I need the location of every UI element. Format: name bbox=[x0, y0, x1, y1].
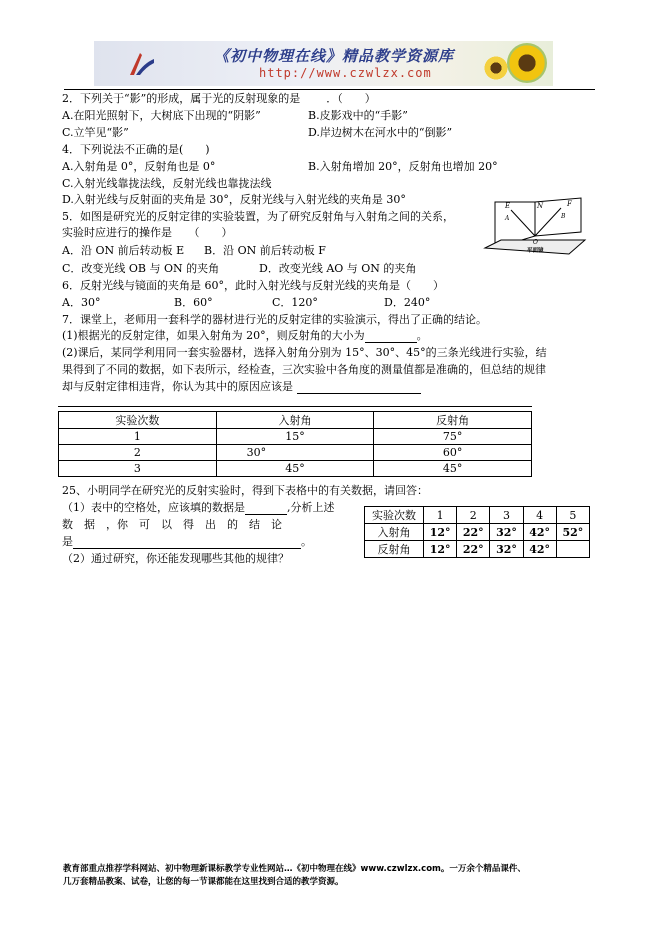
q6-option-a: A．30° bbox=[62, 296, 101, 309]
q25-part1-text-e: 。 bbox=[301, 535, 312, 548]
q4-option-d: D.入射光线与反射面的夹角是 30°，反射光线与入射光线的夹角是 30° bbox=[62, 193, 406, 206]
label-a: A bbox=[505, 215, 510, 222]
table-cell: 32° bbox=[490, 541, 523, 558]
footer-line-1: 教育部重点推荐学科网站、初中物理新课标教学专业性网站…《初中物理在线》www.czwlzx.com。一万余个精品课件、 bbox=[63, 864, 526, 874]
q2-stem bbox=[62, 92, 376, 106]
q25-part1-line3 bbox=[62, 535, 312, 549]
table-cell: 52° bbox=[556, 524, 589, 541]
label-b: B bbox=[561, 213, 566, 220]
q25-part1-text-a: （1）表中的空格处，应该填的数据是 bbox=[62, 501, 245, 514]
q5-stem-line1: 5．如图是研究光的反射定律的实验装置，为了研究反射角与入射角之间的关系， bbox=[62, 210, 454, 223]
page-footer bbox=[63, 863, 603, 889]
reflection-apparatus-figure bbox=[481, 196, 589, 258]
table-header-cell: 3 bbox=[490, 507, 523, 524]
table-header-cell: 反射角 bbox=[374, 412, 532, 429]
table-cell: 22° bbox=[457, 524, 490, 541]
table-header-cell: 2 bbox=[457, 507, 490, 524]
q6-option-d: D．240° bbox=[384, 296, 431, 309]
q25-part1-line2: 数 据 ，你 可 以 得 出 的 结 论 bbox=[62, 518, 282, 531]
table-cell: 12° bbox=[424, 524, 457, 541]
table-cell: 22° bbox=[457, 541, 490, 558]
q2-paren: ．（ ） bbox=[326, 92, 376, 105]
table-cell: 75° bbox=[374, 429, 532, 445]
q7-data-table bbox=[58, 411, 532, 477]
label-e: E bbox=[505, 202, 511, 210]
table-cell: 60° bbox=[374, 445, 532, 461]
q2-option-b: B.皮影戏中的“手影” bbox=[308, 109, 408, 122]
q7-intro: 7．课堂上，老师用一套科学的器材进行光的反射定律的实验演示，得出了正确的结论。 bbox=[62, 313, 487, 326]
table-row bbox=[365, 541, 590, 558]
table-cell: 2 bbox=[59, 445, 217, 461]
sunflower-icon bbox=[483, 55, 509, 81]
table-header-cell: 1 bbox=[424, 507, 457, 524]
q2-option-d: D.岸边树木在河水中的“倒影” bbox=[308, 126, 453, 139]
table-header-cell: 入射角 bbox=[216, 412, 374, 429]
table-header-cell: 实验次数 bbox=[59, 412, 217, 429]
site-logo-icon bbox=[126, 49, 156, 79]
table-row bbox=[59, 461, 532, 477]
q4-option-a: A.入射角是 0°，反射角也是 0° bbox=[62, 160, 216, 173]
banner-title: 《初中物理在线》精品教学资源库 bbox=[214, 47, 455, 65]
q4-stem: 4．下列说法不正确的是( ) bbox=[62, 143, 210, 156]
q25-part2: （2）通过研究，你还能发现哪些其他的规律？ bbox=[62, 552, 289, 565]
banner-url[interactable]: http://www.czwlzx.com bbox=[259, 66, 432, 80]
table-cell: 1 bbox=[59, 429, 217, 445]
table-cell: 3 bbox=[59, 461, 217, 477]
label-n: N bbox=[537, 202, 544, 210]
q25-stem: 25、小明同学在研究光的反射实验时，得到下表格中的有关数据，请回答： bbox=[62, 484, 428, 497]
table-row bbox=[365, 524, 590, 541]
q25-part1-line1 bbox=[62, 501, 335, 515]
q7-part1 bbox=[62, 329, 428, 343]
q7-part2-line2: 果得到了不同的数据，如下表所示，经检查，三次实验中各角度的测量值都是准确的，但总结的规律 bbox=[62, 363, 546, 376]
q7-part1-text: (1)根据光的反射定律，如果入射角为 20°，则反射角的大小为 bbox=[62, 329, 365, 342]
table-row-label: 入射角 bbox=[365, 524, 424, 541]
table-header-cell: 4 bbox=[523, 507, 556, 524]
q25-part1-text-b: ,分析上述 bbox=[287, 501, 335, 514]
table-cell: 42° bbox=[523, 541, 556, 558]
table-cell-empty[interactable] bbox=[556, 541, 589, 558]
q7-part2-line3-text: 却与反射定律相违背，你认为其中的原因应该是 bbox=[62, 380, 293, 393]
label-mirror: 平面镜 bbox=[527, 248, 544, 254]
q7-part2-line3 bbox=[62, 380, 421, 394]
table-header-row bbox=[365, 507, 590, 524]
q5-option-b: B．沿 ON 前后转动板 F bbox=[204, 244, 326, 257]
q5-option-d: D．改变光线 AO 与 ON 的夹角 bbox=[259, 262, 417, 275]
table-header-cell: 5 bbox=[556, 507, 589, 524]
q7-part2-answer-blank[interactable] bbox=[297, 382, 421, 394]
sunflower-icon bbox=[507, 43, 547, 83]
table-header-row bbox=[59, 412, 532, 429]
label-o: O bbox=[533, 239, 538, 246]
table-cell: 32° bbox=[490, 524, 523, 541]
table-cell: 45° bbox=[374, 461, 532, 477]
header-rule bbox=[64, 89, 595, 90]
table-cell: 45° bbox=[216, 461, 374, 477]
q25-blank-value[interactable] bbox=[245, 503, 287, 515]
q5-option-c: C．改变光线 OB 与 ON 的夹角 bbox=[62, 262, 220, 275]
table-cell: 30° bbox=[216, 445, 374, 461]
table-row-label: 反射角 bbox=[365, 541, 424, 558]
table-row bbox=[59, 445, 532, 461]
q5-option-a: A．沿 ON 前后转动板 E bbox=[62, 244, 185, 257]
table-cell: 42° bbox=[523, 524, 556, 541]
q4-option-c: C.入射光线靠拢法线，反射光线也靠拢法线 bbox=[62, 177, 272, 190]
header-banner bbox=[94, 41, 553, 86]
table-row bbox=[59, 429, 532, 445]
label-f: F bbox=[567, 200, 572, 208]
table-header-cell: 实验次数 bbox=[365, 507, 424, 524]
q25-part1-text-d: 是 bbox=[62, 535, 73, 548]
q7-part1-answer-blank[interactable] bbox=[365, 331, 417, 343]
q5-stem-line2: 实验时应进行的操作是 （ ） bbox=[62, 226, 233, 239]
q7-answer-rule bbox=[58, 406, 532, 407]
q4-option-b: B.入射角增加 20°，反射角也增加 20° bbox=[308, 160, 498, 173]
q2-option-a: A.在阳光照射下，大树底下出现的“阴影” bbox=[62, 109, 261, 122]
q6-option-c: C．120° bbox=[272, 296, 318, 309]
q2-stem-text: 2．下列关于“影”的形成，属于光的反射现象的是 bbox=[62, 92, 301, 105]
q6-stem: 6．反射光线与镜面的夹角是 60°，此时入射光线与反射光线的夹角是（ ） bbox=[62, 279, 444, 292]
table-cell: 12° bbox=[424, 541, 457, 558]
q2-option-c: C.立竿见“影” bbox=[62, 126, 129, 139]
footer-line-2: 几万套精品教案、试卷，让您的每一节课都能在这里找到合适的教学资源。 bbox=[63, 877, 344, 887]
q6-option-b: B．60° bbox=[174, 296, 213, 309]
q7-part1-end: 。 bbox=[416, 329, 428, 342]
q25-conclusion-blank[interactable] bbox=[73, 537, 301, 549]
q25-data-table bbox=[364, 506, 590, 558]
table-cell: 15° bbox=[216, 429, 374, 445]
q7-part2-line1: (2)课后，某同学利用同一套实验器材，选择入射角分别为 15°、30°、45°的三条光线进行实验，结 bbox=[62, 346, 547, 359]
